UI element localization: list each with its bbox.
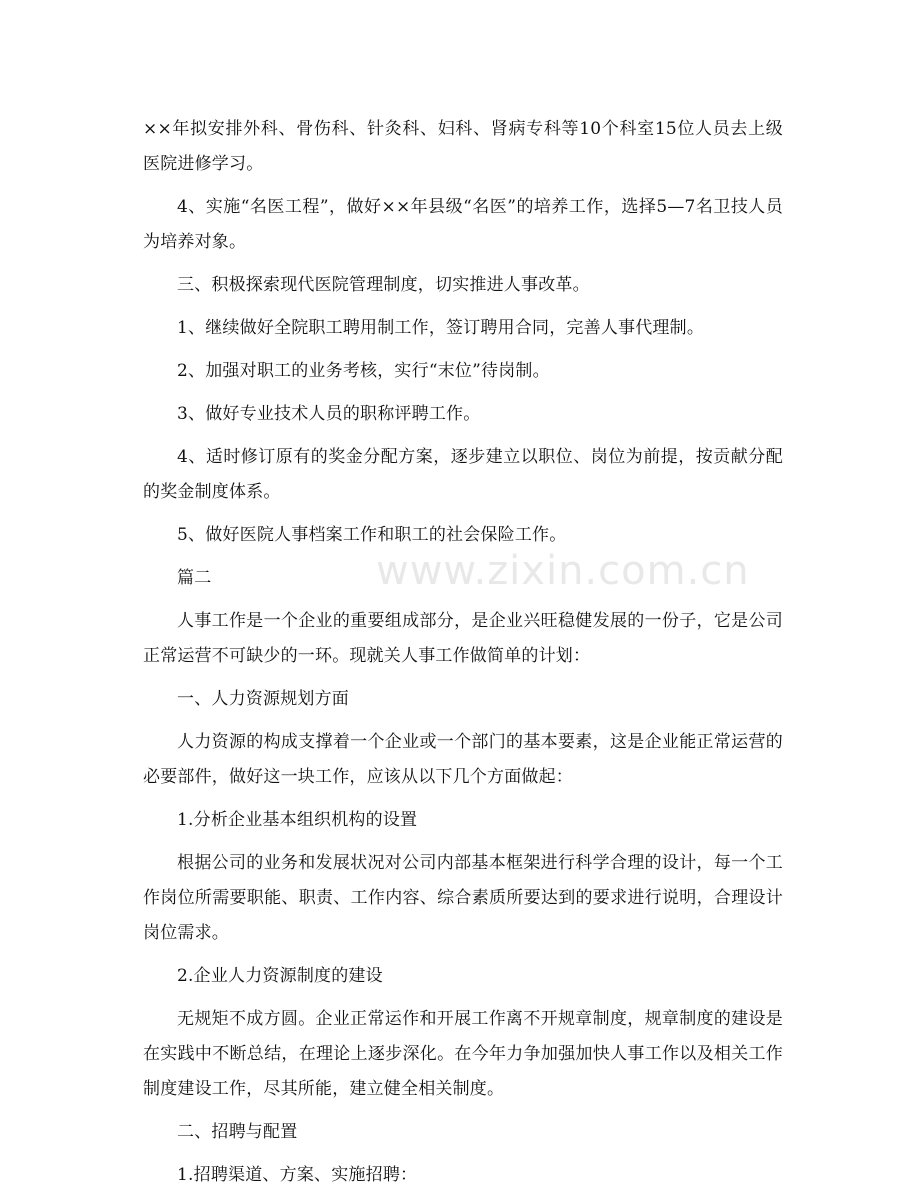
paragraph: 3、做好专业技术人员的职称评聘工作。 <box>177 404 481 424</box>
subsection-heading: 2.企业人力资源制度的建设 <box>177 966 383 986</box>
paragraph: 5、做好医院人事档案工作和职工的社会保险工作。 <box>177 525 567 545</box>
section-heading: 一、人力资源规划方面 <box>177 689 349 709</box>
paragraph: 人事工作是一个企业的重要组成部分，是企业兴旺稳健发展的一份子，它是公司正常运营不可缺少的一环。现就关人事工作做简单的计划： <box>143 611 783 666</box>
paragraph: 人力资源的构成支撑着一个企业或一个部门的基本要素，这是企业能正常运营的必要部件，做好这一块工作，应该从以下几个方面做起： <box>143 732 783 787</box>
part-heading: 篇二 <box>177 568 212 588</box>
paragraph: 根据公司的业务和发展状况对公司内部基本框架进行科学合理的设计，每一个工作岗位所需要职能、职责、工作内容、综合素质所要达到的要求进行说明，合理设计岗位需求。 <box>143 853 783 943</box>
paragraph: ××年拟安排外科、骨伤科、针灸科、妇科、肾病专科等10个科室15位人员去上级医院进修学习。 <box>143 119 783 174</box>
subsection-heading: 1.分析企业基本组织机构的设置 <box>177 810 418 830</box>
subsection-heading: 1.招聘渠道、方案、实施招聘： <box>177 1165 418 1185</box>
paragraph: 4、实施“名医工程”，做好××年县级“名医”的培养工作，选择5—7名卫技人员为培养对象。 <box>143 197 783 252</box>
paragraph: 1、继续做好全院职工聘用制工作，签订聘用合同，完善人事代理制。 <box>177 318 705 338</box>
document-body <box>143 112 783 1201</box>
section-heading: 二、招聘与配置 <box>177 1122 298 1142</box>
paragraph: 无规矩不成方圆。企业正常运作和开展工作离不开规章制度，规章制度的建设是在实践中不断总结，在理论上逐步深化。在今年力争加强加快人事工作以及相关工作制度建设工作，尽其所能，建立健全相关制度。 <box>143 1009 783 1099</box>
paragraph: 2、加强对职工的业务考核，实行“末位”待岗制。 <box>177 361 550 381</box>
watermark-text: www.zixin.com.cn <box>376 548 750 594</box>
section-heading: 三、积极探索现代医院管理制度，切实推进人事改革。 <box>177 275 590 295</box>
paragraph: 4、适时修订原有的奖金分配方案，逐步建立以职位、岗位为前提，按贡献分配的奖金制度体系。 <box>143 447 783 502</box>
